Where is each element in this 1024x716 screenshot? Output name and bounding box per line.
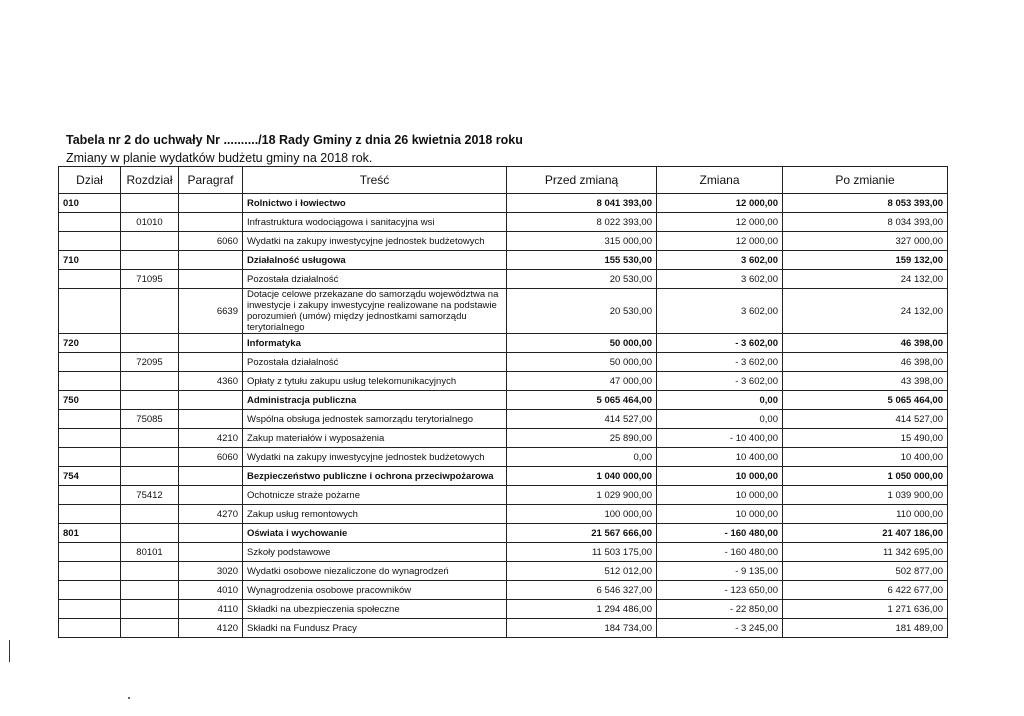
cell-rozdzial bbox=[121, 372, 179, 391]
cell-przed-zmiana: 414 527,00 bbox=[507, 410, 657, 429]
cell-zmiana: 10 000,00 bbox=[657, 467, 783, 486]
cell-paragraf: 3020 bbox=[179, 562, 243, 581]
cell-dzial bbox=[59, 289, 121, 334]
cell-tresc: Pozostała działalność bbox=[243, 353, 507, 372]
cell-po-zmianie: 502 877,00 bbox=[783, 562, 948, 581]
cell-zmiana: - 10 400,00 bbox=[657, 429, 783, 448]
cell-tresc: Składki na Fundusz Pracy bbox=[243, 619, 507, 638]
cell-przed-zmiana: 1 040 000,00 bbox=[507, 467, 657, 486]
cell-dzial bbox=[59, 600, 121, 619]
document-subtitle: Zmiany w planie wydatków budżetu gminy na 2018 rok. bbox=[66, 151, 373, 165]
cell-paragraf bbox=[179, 486, 243, 505]
cell-dzial bbox=[59, 353, 121, 372]
cell-paragraf: 4120 bbox=[179, 619, 243, 638]
cell-zmiana: - 160 480,00 bbox=[657, 524, 783, 543]
cell-po-zmianie: 8 034 393,00 bbox=[783, 213, 948, 232]
table-body bbox=[59, 194, 948, 638]
cell-zmiana: 12 000,00 bbox=[657, 194, 783, 213]
cell-przed-zmiana: 50 000,00 bbox=[507, 353, 657, 372]
table-row-section bbox=[59, 334, 948, 353]
cell-dzial bbox=[59, 562, 121, 581]
cell-tresc: Wydatki osobowe niezaliczone do wynagrodzeń bbox=[243, 562, 507, 581]
cell-paragraf bbox=[179, 270, 243, 289]
cell-po-zmianie: 327 000,00 bbox=[783, 232, 948, 251]
cell-dzial bbox=[59, 448, 121, 467]
cell-paragraf bbox=[179, 353, 243, 372]
cell-tresc: Zakup usług remontowych bbox=[243, 505, 507, 524]
table-row bbox=[59, 619, 948, 638]
cell-paragraf bbox=[179, 213, 243, 232]
cell-rozdzial bbox=[121, 251, 179, 270]
cell-tresc: Oświata i wychowanie bbox=[243, 524, 507, 543]
cell-zmiana: - 3 602,00 bbox=[657, 334, 783, 353]
table-row bbox=[59, 505, 948, 524]
cell-dzial bbox=[59, 232, 121, 251]
cell-paragraf: 4010 bbox=[179, 581, 243, 600]
cell-dzial: 750 bbox=[59, 391, 121, 410]
cell-paragraf bbox=[179, 543, 243, 562]
cell-zmiana: 0,00 bbox=[657, 391, 783, 410]
cell-po-zmianie: 43 398,00 bbox=[783, 372, 948, 391]
cell-przed-zmiana: 0,00 bbox=[507, 448, 657, 467]
column-header-przed-zmiana: Przed zmianą bbox=[507, 167, 657, 194]
table-row bbox=[59, 353, 948, 372]
cell-paragraf: 4210 bbox=[179, 429, 243, 448]
table-row-section bbox=[59, 524, 948, 543]
cell-rozdzial: 75412 bbox=[121, 486, 179, 505]
cell-tresc: Wydatki na zakupy inwestycyjne jednostek budżetowych bbox=[243, 448, 507, 467]
cell-rozdzial bbox=[121, 391, 179, 410]
cell-przed-zmiana: 47 000,00 bbox=[507, 372, 657, 391]
cell-paragraf bbox=[179, 467, 243, 486]
cell-paragraf: 4110 bbox=[179, 600, 243, 619]
cell-paragraf: 4270 bbox=[179, 505, 243, 524]
cell-przed-zmiana: 100 000,00 bbox=[507, 505, 657, 524]
cell-przed-zmiana: 8 041 393,00 bbox=[507, 194, 657, 213]
budget-table bbox=[58, 166, 948, 638]
cell-dzial bbox=[59, 543, 121, 562]
cell-tresc: Rolnictwo i łowiectwo bbox=[243, 194, 507, 213]
cell-po-zmianie: 414 527,00 bbox=[783, 410, 948, 429]
table-row-section bbox=[59, 194, 948, 213]
cell-dzial bbox=[59, 410, 121, 429]
table-row bbox=[59, 410, 948, 429]
cell-przed-zmiana: 1 294 486,00 bbox=[507, 600, 657, 619]
table-header-row bbox=[59, 167, 948, 194]
cell-dzial bbox=[59, 270, 121, 289]
cell-paragraf bbox=[179, 410, 243, 429]
cell-rozdzial: 72095 bbox=[121, 353, 179, 372]
cell-dzial: 720 bbox=[59, 334, 121, 353]
cell-dzial: 710 bbox=[59, 251, 121, 270]
table-row bbox=[59, 213, 948, 232]
cell-po-zmianie: 1 050 000,00 bbox=[783, 467, 948, 486]
column-header-paragraf: Paragraf bbox=[179, 167, 243, 194]
cell-przed-zmiana: 1 029 900,00 bbox=[507, 486, 657, 505]
cell-po-zmianie: 46 398,00 bbox=[783, 353, 948, 372]
cell-po-zmianie: 159 132,00 bbox=[783, 251, 948, 270]
cell-po-zmianie: 5 065 464,00 bbox=[783, 391, 948, 410]
cell-zmiana: - 123 650,00 bbox=[657, 581, 783, 600]
cell-dzial bbox=[59, 213, 121, 232]
cell-paragraf bbox=[179, 391, 243, 410]
cell-po-zmianie: 11 342 695,00 bbox=[783, 543, 948, 562]
cell-rozdzial bbox=[121, 289, 179, 334]
cell-przed-zmiana: 11 503 175,00 bbox=[507, 543, 657, 562]
table-row bbox=[59, 429, 948, 448]
cell-przed-zmiana: 184 734,00 bbox=[507, 619, 657, 638]
cell-przed-zmiana: 5 065 464,00 bbox=[507, 391, 657, 410]
table-row bbox=[59, 543, 948, 562]
cell-po-zmianie: 24 132,00 bbox=[783, 270, 948, 289]
cell-dzial bbox=[59, 372, 121, 391]
cell-paragraf bbox=[179, 524, 243, 543]
scan-dot bbox=[128, 697, 130, 699]
document-title: Tabela nr 2 do uchwały Nr ........../18 Rady Gminy z dnia 26 kwietnia 2018 roku bbox=[66, 133, 523, 147]
cell-rozdzial bbox=[121, 467, 179, 486]
cell-zmiana: 12 000,00 bbox=[657, 232, 783, 251]
cell-tresc: Infrastruktura wodociągowa i sanitacyjna wsi bbox=[243, 213, 507, 232]
cell-po-zmianie: 15 490,00 bbox=[783, 429, 948, 448]
cell-dzial bbox=[59, 581, 121, 600]
cell-rozdzial bbox=[121, 334, 179, 353]
cell-tresc: Zakup materiałów i wyposażenia bbox=[243, 429, 507, 448]
cell-rozdzial bbox=[121, 194, 179, 213]
cell-przed-zmiana: 20 530,00 bbox=[507, 289, 657, 334]
cell-po-zmianie: 10 400,00 bbox=[783, 448, 948, 467]
cell-po-zmianie: 1 039 900,00 bbox=[783, 486, 948, 505]
column-header-dzial: Dział bbox=[59, 167, 121, 194]
cell-po-zmianie: 6 422 677,00 bbox=[783, 581, 948, 600]
cell-zmiana: - 9 135,00 bbox=[657, 562, 783, 581]
cell-przed-zmiana: 50 000,00 bbox=[507, 334, 657, 353]
cell-dzial: 010 bbox=[59, 194, 121, 213]
cell-paragraf bbox=[179, 334, 243, 353]
cell-zmiana: - 3 245,00 bbox=[657, 619, 783, 638]
cell-zmiana: 0,00 bbox=[657, 410, 783, 429]
cell-dzial bbox=[59, 486, 121, 505]
cell-tresc: Opłaty z tytułu zakupu usług telekomunikacyjnych bbox=[243, 372, 507, 391]
cell-przed-zmiana: 155 530,00 bbox=[507, 251, 657, 270]
cell-po-zmianie: 110 000,00 bbox=[783, 505, 948, 524]
cell-rozdzial: 80101 bbox=[121, 543, 179, 562]
table-row bbox=[59, 562, 948, 581]
cell-zmiana: 3 602,00 bbox=[657, 289, 783, 334]
cell-zmiana: - 3 602,00 bbox=[657, 353, 783, 372]
cell-po-zmianie: 24 132,00 bbox=[783, 289, 948, 334]
table-row bbox=[59, 486, 948, 505]
cell-po-zmianie: 46 398,00 bbox=[783, 334, 948, 353]
cell-przed-zmiana: 8 022 393,00 bbox=[507, 213, 657, 232]
cell-zmiana: - 22 850,00 bbox=[657, 600, 783, 619]
cell-tresc: Wspólna obsługa jednostek samorządu terytorialnego bbox=[243, 410, 507, 429]
cell-tresc: Administracja publiczna bbox=[243, 391, 507, 410]
cell-paragraf: 6060 bbox=[179, 448, 243, 467]
cell-tresc: Szkoły podstawowe bbox=[243, 543, 507, 562]
cell-przed-zmiana: 20 530,00 bbox=[507, 270, 657, 289]
cell-tresc: Wynagrodzenia osobowe pracowników bbox=[243, 581, 507, 600]
cell-dzial: 754 bbox=[59, 467, 121, 486]
cell-paragraf: 4360 bbox=[179, 372, 243, 391]
cell-tresc: Działalność usługowa bbox=[243, 251, 507, 270]
cell-tresc: Pozostała działalność bbox=[243, 270, 507, 289]
cell-tresc: Dotacje celowe przekazane do samorządu województwa na inwestycje i zakupy inwestycyjne realizowane na podstawie porozumień (umów) między jednostkami samorządu terytorialnego bbox=[243, 289, 507, 334]
table-row bbox=[59, 581, 948, 600]
cell-po-zmianie: 1 271 636,00 bbox=[783, 600, 948, 619]
cell-paragraf: 6060 bbox=[179, 232, 243, 251]
table-row-section bbox=[59, 391, 948, 410]
table-row bbox=[59, 289, 948, 334]
cell-przed-zmiana: 315 000,00 bbox=[507, 232, 657, 251]
cell-tresc: Ochotnicze straże pożarne bbox=[243, 486, 507, 505]
cell-dzial bbox=[59, 505, 121, 524]
table-row bbox=[59, 448, 948, 467]
cell-rozdzial bbox=[121, 505, 179, 524]
cell-paragraf bbox=[179, 251, 243, 270]
cell-rozdzial: 71095 bbox=[121, 270, 179, 289]
cell-po-zmianie: 8 053 393,00 bbox=[783, 194, 948, 213]
cell-rozdzial bbox=[121, 232, 179, 251]
table-row-section bbox=[59, 251, 948, 270]
cell-rozdzial bbox=[121, 448, 179, 467]
cell-zmiana: 3 602,00 bbox=[657, 270, 783, 289]
column-header-rozdzial: Rozdział bbox=[121, 167, 179, 194]
table-row bbox=[59, 270, 948, 289]
cell-rozdzial: 75085 bbox=[121, 410, 179, 429]
column-header-po-zmianie: Po zmianie bbox=[783, 167, 948, 194]
cell-zmiana: - 160 480,00 bbox=[657, 543, 783, 562]
cell-po-zmianie: 181 489,00 bbox=[783, 619, 948, 638]
cell-zmiana: 10 000,00 bbox=[657, 505, 783, 524]
cell-przed-zmiana: 25 890,00 bbox=[507, 429, 657, 448]
cell-zmiana: 3 602,00 bbox=[657, 251, 783, 270]
margin-line bbox=[9, 640, 10, 662]
cell-dzial bbox=[59, 619, 121, 638]
cell-zmiana: 10 000,00 bbox=[657, 486, 783, 505]
cell-rozdzial bbox=[121, 619, 179, 638]
cell-tresc: Informatyka bbox=[243, 334, 507, 353]
cell-rozdzial bbox=[121, 562, 179, 581]
column-header-tresc: Treść bbox=[243, 167, 507, 194]
cell-zmiana: - 3 602,00 bbox=[657, 372, 783, 391]
cell-zmiana: 10 400,00 bbox=[657, 448, 783, 467]
cell-dzial: 801 bbox=[59, 524, 121, 543]
cell-tresc: Bezpieczeństwo publiczne i ochrona przeciwpożarowa bbox=[243, 467, 507, 486]
cell-rozdzial bbox=[121, 524, 179, 543]
cell-przed-zmiana: 6 546 327,00 bbox=[507, 581, 657, 600]
cell-rozdzial bbox=[121, 581, 179, 600]
cell-rozdzial bbox=[121, 600, 179, 619]
cell-dzial bbox=[59, 429, 121, 448]
cell-zmiana: 12 000,00 bbox=[657, 213, 783, 232]
cell-rozdzial: 01010 bbox=[121, 213, 179, 232]
cell-przed-zmiana: 21 567 666,00 bbox=[507, 524, 657, 543]
cell-przed-zmiana: 512 012,00 bbox=[507, 562, 657, 581]
cell-tresc: Składki na ubezpieczenia społeczne bbox=[243, 600, 507, 619]
table-row bbox=[59, 372, 948, 391]
cell-paragraf: 6639 bbox=[179, 289, 243, 334]
cell-po-zmianie: 21 407 186,00 bbox=[783, 524, 948, 543]
table-row bbox=[59, 232, 948, 251]
cell-paragraf bbox=[179, 194, 243, 213]
cell-rozdzial bbox=[121, 429, 179, 448]
cell-tresc: Wydatki na zakupy inwestycyjne jednostek budżetowych bbox=[243, 232, 507, 251]
table-row-section bbox=[59, 467, 948, 486]
column-header-zmiana: Zmiana bbox=[657, 167, 783, 194]
table-row bbox=[59, 600, 948, 619]
